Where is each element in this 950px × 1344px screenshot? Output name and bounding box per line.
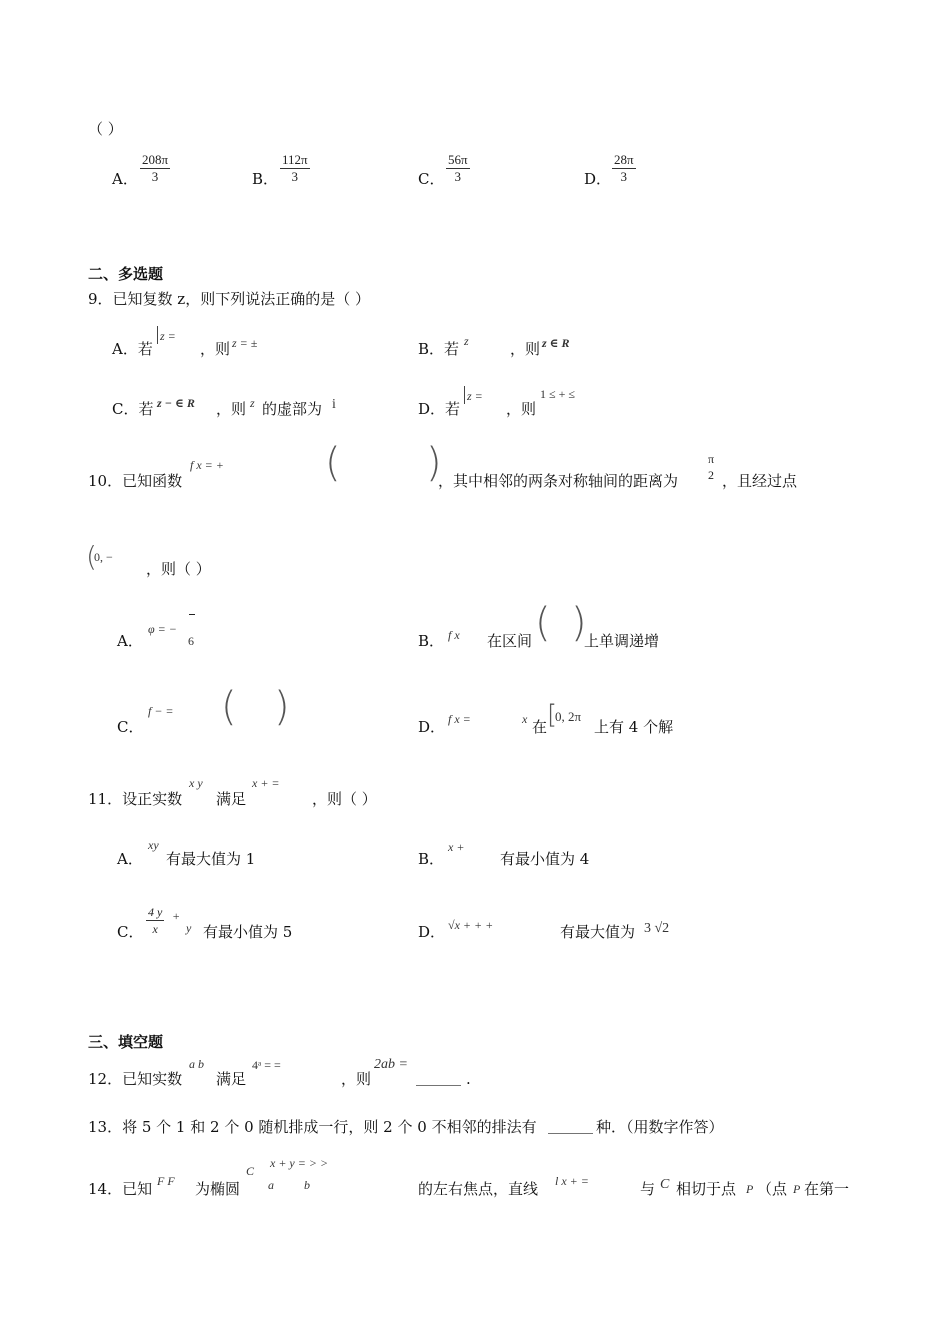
- q14-stem-b: 为椭圆: [195, 1180, 241, 1198]
- q10-b-interval-left: (: [535, 600, 551, 646]
- q11-stem-b: 满足: [216, 790, 247, 808]
- section-title-fill-blank: 三、填空题: [88, 1033, 164, 1051]
- q9-c-math-2: z: [250, 396, 255, 410]
- q9-c-tail: 的虚部为: [262, 400, 323, 418]
- q12-end: .: [466, 1070, 471, 1088]
- q8-option-a-label: A．: [112, 170, 138, 188]
- q11-c-math-y: y: [186, 921, 192, 935]
- q11-a-math: xy: [148, 838, 159, 852]
- q8-option-d-value: $\frac{28\pi}{3}$: [614, 152, 634, 184]
- q9-c-math-3: i: [332, 397, 336, 412]
- q10-b-tail: 上单调递增: [584, 632, 660, 650]
- q10-stem-b: ，其中相邻的两条对称轴间的距离为: [438, 472, 679, 490]
- q11-condition-math: x + =: [252, 776, 280, 790]
- q12-stem-b: 满足: [216, 1070, 247, 1088]
- q11-b-label: B．: [418, 850, 445, 868]
- q11-c-label: C．: [117, 923, 144, 941]
- q11-d-text: 有最大值为: [560, 923, 636, 941]
- q11-a-text: 有最大值为 1: [166, 850, 256, 868]
- q10-period-fraction: π 2: [708, 452, 715, 482]
- q11-d-label: D．: [418, 923, 446, 941]
- q14-ellipse-denominator-a: a: [268, 1178, 274, 1192]
- q11-c-text: 有最小值为 5: [203, 923, 293, 941]
- q14-stem-a: 14．已知: [88, 1180, 153, 1198]
- q11-a-label: A．: [117, 850, 143, 868]
- q14-stem-c: 的左右焦点，直线: [418, 1180, 539, 1198]
- q12-expr-math: 2ab =: [374, 1057, 408, 1072]
- q13-stem-a: 13．将 5 个 1 和 2 个 0 随机排成一行，则 2 个 0 不相邻的排法有: [88, 1118, 537, 1136]
- q11-stem-c: ，则（ ）: [312, 790, 377, 808]
- q10-d-math: f x =: [448, 712, 471, 726]
- q10-d-label: D．: [418, 718, 446, 736]
- q8-option-c-value: $\frac{56\pi}{3}$: [448, 152, 468, 184]
- q11-vars-math: x y: [189, 776, 203, 790]
- q9-d-math-2: 1 ≤ + ≤: [540, 387, 575, 401]
- q10-stem-c: ，且经过点: [722, 472, 798, 490]
- q11-b-text: 有最小值为 4: [500, 850, 590, 868]
- q9-a-mid: ，则: [200, 340, 231, 358]
- q8-answer-paren: （ ）: [88, 120, 123, 138]
- q10-d-interval: 0, 2π: [555, 709, 582, 724]
- q9-d-math-1: z =: [467, 389, 483, 403]
- q12-stem-a: 12．已知实数: [88, 1070, 183, 1088]
- q10-a-denominator: 6: [188, 634, 194, 648]
- q14-foci-math: F F: [157, 1174, 175, 1188]
- q14-stem-d: 与: [640, 1180, 656, 1198]
- q11-c-fraction: $\frac{4 y}{x}$: [148, 905, 163, 936]
- q10-line2-text: ，则（ ）: [146, 560, 211, 578]
- q9-stem: 9．已知复数 z，则下列说法正确的是（ ）: [88, 290, 370, 308]
- q9-c-label: C．若: [112, 400, 154, 418]
- q11-d-max-value: 3 √2: [644, 921, 670, 936]
- q10-a-fraction-bar: [189, 614, 195, 615]
- q14-stem-e: 相切于点: [676, 1180, 737, 1198]
- q12-stem-c: ，则: [341, 1070, 372, 1088]
- q10-b-label: B．: [418, 632, 445, 650]
- q14-point-p-2: P: [793, 1182, 801, 1196]
- q9-b-math-1: z: [464, 334, 469, 348]
- q9-b-math-2: z ∈ R: [542, 336, 570, 350]
- q10-d-math-x: x: [522, 712, 528, 726]
- q12-answer-blank[interactable]: ______: [416, 1068, 461, 1086]
- q8-option-d-label: D．: [584, 170, 612, 188]
- q10-function-math: f x = +: [190, 458, 224, 472]
- q14-ellipse-name: C: [246, 1164, 255, 1178]
- q11-b-math: x +: [448, 840, 465, 854]
- q12-condition-math: 4ᵃ = =: [252, 1058, 281, 1072]
- q8-option-c-label: C．: [418, 170, 445, 188]
- q10-c-right-paren: ): [274, 684, 290, 730]
- section-title-multi-choice: 二、多选题: [88, 265, 164, 283]
- q10-d-text: 在: [532, 718, 548, 736]
- q10-a-math: φ = −: [148, 622, 177, 636]
- q10-right-paren: ): [426, 440, 442, 486]
- q9-c-mid: ，则: [216, 400, 247, 418]
- q10-point-math: 0, −: [94, 550, 113, 564]
- q14-ellipse-equation: x + y = > >: [270, 1156, 329, 1170]
- q10-d-bracket: [: [547, 700, 558, 730]
- q14-stem-f: （点: [757, 1180, 788, 1198]
- q11-d-math: √x + + +: [448, 918, 494, 932]
- q13-stem-b: 种．（用数字作答）: [596, 1118, 724, 1136]
- q9-a-label: A．若: [112, 340, 153, 358]
- q14-curve-name: C: [660, 1177, 670, 1192]
- q11-c-math: +: [172, 909, 181, 923]
- q10-b-text: 在区间: [487, 632, 533, 650]
- q8-option-b-value: $\frac{112\pi}{3}$: [282, 152, 308, 184]
- q10-c-left-paren: (: [221, 684, 237, 730]
- q9-d-abs-bar: [464, 386, 465, 404]
- q9-b-mid: ，则: [510, 340, 541, 358]
- q9-a-math-2: z = ±: [232, 336, 258, 350]
- q14-line-math: l x + =: [555, 1174, 589, 1188]
- q14-stem-g: 在第一: [804, 1180, 850, 1198]
- q13-answer-blank[interactable]: ______: [548, 1116, 593, 1134]
- q11-stem-a: 11．设正实数: [88, 790, 183, 808]
- q14-point-p: P: [746, 1182, 754, 1196]
- q10-c-math: f − =: [148, 704, 174, 718]
- q9-a-math-1: z =: [160, 329, 176, 343]
- q12-vars-math: a b: [189, 1057, 204, 1071]
- q9-d-label: D．若: [418, 400, 461, 418]
- q9-d-mid: ，则: [506, 400, 537, 418]
- q8-option-a-value: $\frac{208\pi}{3}$: [142, 152, 169, 184]
- q10-b-math: f x: [448, 628, 460, 642]
- q10-left-paren: (: [325, 440, 341, 486]
- q8-option-b-label: B．: [252, 170, 279, 188]
- q9-a-abs-bar: [157, 326, 158, 344]
- q9-b-label: B．若: [418, 340, 460, 358]
- q10-stem-a: 10．已知函数: [88, 472, 183, 490]
- q10-d-tail: 上有 4 个解: [594, 718, 674, 736]
- q10-point-paren: (: [86, 540, 97, 573]
- q9-c-math-1: z − ∈ R: [157, 396, 195, 410]
- q14-ellipse-denominator-b: b: [304, 1178, 310, 1192]
- q10-b-interval-right: ): [571, 600, 587, 646]
- q10-c-label: C．: [117, 718, 144, 736]
- q10-a-label: A．: [117, 632, 143, 650]
